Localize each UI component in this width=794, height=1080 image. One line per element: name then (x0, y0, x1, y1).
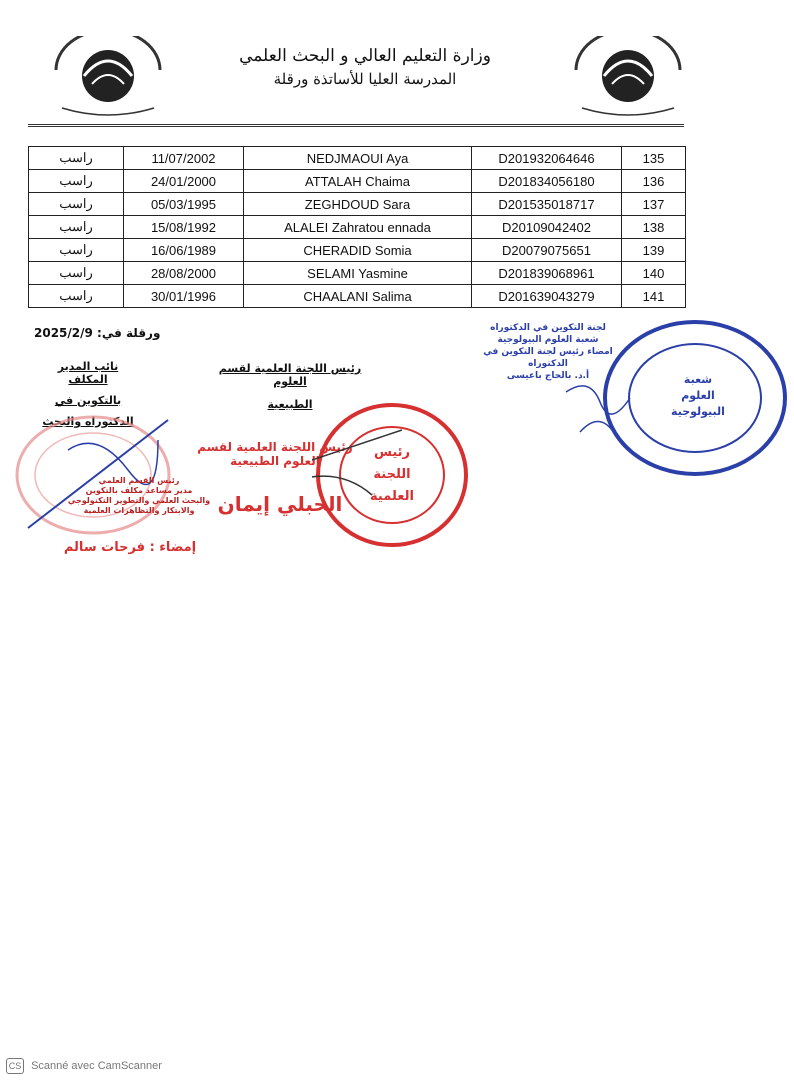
doctoral-stamp-center (660, 372, 736, 420)
registration-id-cell: D201639043279 (472, 285, 622, 308)
result-cell: راسب (29, 147, 124, 170)
table-row (29, 262, 686, 285)
vice-director-stamp-text (56, 476, 222, 516)
scanner-footer (6, 1058, 162, 1074)
vice-director-stamp (8, 410, 178, 540)
registration-id-cell: D201535018717 (472, 193, 622, 216)
row-number-cell: 135 (622, 147, 686, 170)
student-name-cell: ZEGHDOUD Sara (244, 193, 472, 216)
header-divider (28, 124, 684, 125)
vice-director-line: بالتكوين في (54, 394, 122, 407)
row-number-cell: 136 (622, 170, 686, 193)
row-number-cell: 138 (622, 216, 686, 239)
stamp-line: العلمية (370, 489, 414, 504)
birthdate-cell: 24/01/2000 (124, 170, 244, 193)
student-name-cell: ALALEI Zahratou ennada (244, 216, 472, 239)
committee-head-stamp-text: رئيس اللجنة العلمية لقسم العلوم الطبيعية (197, 440, 353, 468)
stamp-line: رئيس (373, 445, 411, 460)
stamp-line: رئيس القسم العلمي (98, 476, 180, 485)
birthdate-cell: 30/01/1996 (124, 285, 244, 308)
student-name-cell: ATTALAH Chaima (244, 170, 472, 193)
table-row (29, 147, 686, 170)
birthdate-cell: 11/07/2002 (124, 147, 244, 170)
camscanner-icon: CS (6, 1058, 24, 1074)
page-header (200, 44, 530, 90)
table-row (29, 216, 686, 239)
committee-head-line: الطبيعية (267, 398, 313, 411)
table-row (29, 285, 686, 308)
birthdate-cell: 15/08/1992 (124, 216, 244, 239)
table-row (29, 239, 686, 262)
stamp-line: لجنة التكوين في الدكتوراه (490, 323, 606, 333)
table-row (29, 193, 686, 216)
ministry-name: وزارة التعليم العالي و البحث العلمي (239, 46, 491, 66)
doctoral-signature-icon (560, 372, 640, 438)
stamp-line: أ.د. بالحاج باعيسى (506, 371, 590, 381)
row-number-cell: 141 (622, 285, 686, 308)
committee-head-line: رئيس اللجنة العلمية لقسم العلوم (218, 362, 362, 388)
result-cell: راسب (29, 170, 124, 193)
result-cell: راسب (29, 216, 124, 239)
registration-id-cell: D20079075651 (472, 239, 622, 262)
committee-head-signature-text: الحبلي إيمان (217, 492, 343, 516)
student-name-cell: NEDJMAOUI Aya (244, 147, 472, 170)
committee-stamp-center (352, 442, 432, 508)
stamp-line: امضاء رئيس لجنة التكوين في الدكتوراه (483, 347, 613, 369)
school-logo-icon (568, 36, 688, 120)
stamp-line: اللجنة (373, 467, 411, 482)
students-table (28, 146, 686, 308)
registration-id-cell: D201834056180 (472, 170, 622, 193)
birthdate-cell: 28/08/2000 (124, 262, 244, 285)
registration-id-cell: D201932064646 (472, 147, 622, 170)
row-number-cell: 140 (622, 262, 686, 285)
result-cell: راسب (29, 193, 124, 216)
birthdate-cell: 05/03/1995 (124, 193, 244, 216)
stamp-line: والبحث العلمي والتطوير التكنولوجي (67, 496, 211, 505)
row-number-cell: 139 (622, 239, 686, 262)
school-name: المدرسة العليا للأساتذة ورقلة (273, 70, 457, 88)
student-name-cell: SELAMI Yasmine (244, 262, 472, 285)
vice-director-line: الدكتوراه والبحث (42, 415, 134, 428)
student-name-cell: CHAALANI Salima (244, 285, 472, 308)
stamp-line: العلوم البيولوجية (671, 389, 725, 418)
result-cell: راسب (29, 285, 124, 308)
result-cell: راسب (29, 262, 124, 285)
row-number-cell: 137 (622, 193, 686, 216)
birthdate-cell: 16/06/1989 (124, 239, 244, 262)
scanner-footer-text: Scanné avec CamScanner (31, 1059, 162, 1072)
registration-id-cell: D20109042402 (472, 216, 622, 239)
vice-director-line: نائب المدير المكلف (57, 360, 119, 386)
registration-id-cell: D201839068961 (472, 262, 622, 285)
stamp-line: شعبة (683, 373, 713, 386)
table-row (29, 170, 686, 193)
stamp-line: شعبة العلوم البيولوجية (497, 335, 599, 345)
school-logo-icon (48, 36, 168, 120)
stamp-line: والابتكار والتظاهرات العلمية (83, 506, 195, 515)
header-divider (28, 126, 684, 127)
stamp-line: مدير مساعد مكلف بالتكوين (85, 486, 193, 495)
date-line: ورقلة في: 2025/2/9 (34, 326, 161, 340)
student-name-cell: CHERADID Somia (244, 239, 472, 262)
result-cell: راسب (29, 239, 124, 262)
vice-director-signature-text: إمضاء : فرحات سالم (63, 540, 197, 555)
